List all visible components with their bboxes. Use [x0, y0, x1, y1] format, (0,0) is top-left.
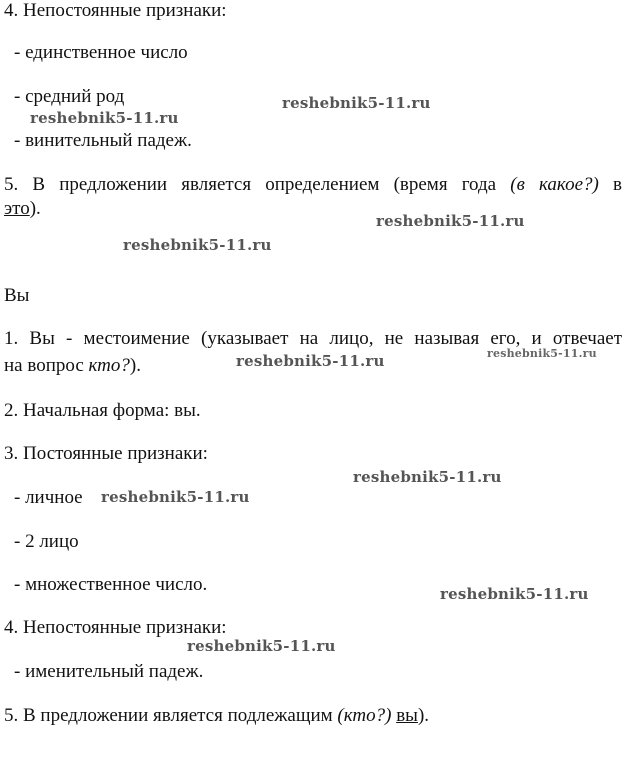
watermark: reshebnik5-11.ru — [30, 109, 179, 127]
watermark: reshebnik5-11.ru — [187, 637, 336, 655]
watermark: reshebnik5-11.ru — [440, 585, 589, 603]
section-b-item3-title: 3. Постоянные признаки: — [4, 443, 208, 464]
section-b-plural: - множественное число. — [14, 574, 208, 595]
section-b-heading: Вы — [4, 285, 30, 306]
section-b-personal: - личное — [14, 487, 83, 508]
section-b-case: - именительный падеж. — [14, 661, 204, 682]
watermark: reshebnik5-11.ru — [123, 236, 272, 254]
section-b-item4-title: 4. Непостоянные признаки: — [4, 617, 227, 638]
section-a-item5-end: ). — [29, 198, 41, 219]
section-b-item1-end: ). — [129, 355, 141, 376]
section-b-item1-prefix: на вопрос — [4, 355, 89, 376]
watermark: reshebnik5-11.ru — [282, 94, 431, 112]
section-b-person: - 2 лицо — [14, 531, 79, 552]
section-a-item5-word: это — [4, 198, 30, 219]
section-b-item2: 2. Начальная форма: вы. — [4, 400, 201, 421]
section-b-item5-end: ). — [417, 705, 430, 726]
watermark: reshebnik5-11.ru — [236, 352, 385, 370]
section-a-item5-prefix: 5. В предложении является определением (время года — [4, 174, 511, 195]
section-a-item5-suffix: в — [598, 174, 622, 195]
section-b-item5-word: вы — [396, 705, 418, 726]
watermark: reshebnik5-11.ru — [487, 347, 597, 360]
section-a-case: - винительный падеж. — [14, 130, 192, 151]
section-b-item1-line2 — [4, 355, 141, 377]
section-a-number: - единственное число — [14, 42, 188, 63]
watermark: reshebnik5-11.ru — [101, 488, 250, 506]
section-b-item1-line1: 1. Вы - местоимение (указывает на лицо, не называя его, и отвечает — [4, 328, 622, 349]
section-b-item1-question: кто? — [88, 355, 130, 376]
section-a-item5-line1 — [4, 174, 622, 196]
section-a-gender: - средний род — [14, 86, 125, 107]
watermark: reshebnik5-11.ru — [353, 468, 502, 486]
section-b-item5-prefix: 5. В предложении является подлежащим — [4, 705, 338, 726]
section-a-item4-title: 4. Непостоянные признаки: — [4, 0, 227, 21]
section-a-item5-line2 — [4, 198, 41, 220]
section-a-item5-question: (в какое?) — [510, 174, 599, 195]
watermark: reshebnik5-11.ru — [376, 212, 525, 230]
section-b-item5 — [4, 705, 429, 727]
section-b-item5-question: (кто?) — [337, 705, 392, 726]
